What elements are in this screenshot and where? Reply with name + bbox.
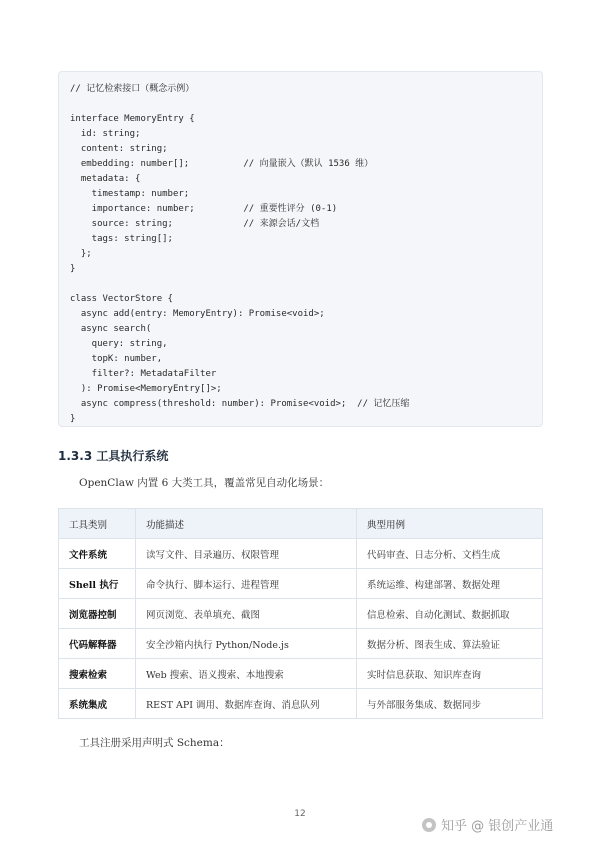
table-cell-category: 浏览器控制 [59,599,136,629]
code-line: async add(entry: MemoryEntry): Promise<void>; [70,309,325,319]
table-row [59,569,543,599]
code-line: async compress(threshold: number): Promise<void>; // 记忆压缩 [70,399,410,409]
zhihu-logo-icon [422,818,436,832]
table-cell-description: 安全沙箱内执行 Python/Node.js [136,629,357,659]
column-header: 工具类别 [59,509,136,539]
table-cell-use-case: 代码审查、日志分析、文档生成 [357,539,543,569]
code-line: tags: string[]; [70,234,173,244]
table-row [59,539,543,569]
code-line: } [70,414,76,424]
table-row [59,629,543,659]
table-row [59,599,543,629]
code-line: content: string; [70,144,168,154]
table-cell-description: Web 搜索、语义搜索、本地搜索 [136,659,357,689]
code-line: id: string; [70,129,141,139]
code-line: filter?: MetadataFilter [70,369,217,379]
table-cell-use-case: 系统运维、构建部署、数据处理 [357,569,543,599]
outro-paragraph: 工具注册采用声明式 Schema： [79,737,230,749]
table-cell-description: REST API 调用、数据库查询、消息队列 [136,689,357,719]
code-block [58,71,543,427]
code-line [70,97,542,112]
code-line: async search( [70,324,152,334]
code-line: query: string, [70,339,168,349]
table-cell-category: 系统集成 [59,689,136,719]
table-cell-category: 代码解释器 [59,629,136,659]
table-cell-description: 命令执行、脚本运行、进程管理 [136,569,357,599]
code-line: class VectorStore { [70,294,173,304]
column-header: 功能描述 [136,509,357,539]
code-line: timestamp: number; [70,189,190,199]
table-cell-category: 文件系统 [59,539,136,569]
code-line: ): Promise<MemoryEntry[]>; [70,384,222,394]
table-cell-category: Shell 执行 [59,569,136,599]
table-cell-use-case: 信息检索、自动化测试、数据抓取 [357,599,543,629]
code-line: topK: number, [70,354,163,364]
table-cell-description: 读写文件、目录遍历、权限管理 [136,539,357,569]
table-row [59,689,543,719]
page-number: 12 [294,809,306,819]
table-cell-use-case: 数据分析、图表生成、算法验证 [357,629,543,659]
code-line: // 记忆检索接口（概念示例） [70,84,195,94]
table-row [59,659,543,689]
section-heading: 1.3.3 工具执行系统 [58,449,169,463]
tool-table [58,508,543,719]
table-cell-description: 网页浏览、表单填充、截图 [136,599,357,629]
column-header: 典型用例 [357,509,543,539]
code-line: embedding: number[]; // 向量嵌入（默认 1536 维） [70,159,374,169]
table-cell-use-case: 实时信息获取、知识库查询 [357,659,543,689]
code-line: }; [70,249,92,259]
code-line: } [70,264,76,274]
table-cell-use-case: 与外部服务集成、数据同步 [357,689,543,719]
watermark-text: 知乎 @ 银创产业通 [441,819,554,834]
code-line: source: string; // 来源会话/文档 [70,219,320,229]
table-cell-category: 搜索检索 [59,659,136,689]
code-line: importance: number; // 重要性评分 (0-1) [70,204,338,214]
intro-paragraph: OpenClaw 内置 6 大类工具，覆盖常见自动化场景： [79,477,330,489]
code-line: interface MemoryEntry { [70,114,195,124]
code-line: metadata: { [70,174,141,184]
code-line [70,277,542,292]
table-header-row [59,509,543,539]
watermark [422,815,553,834]
